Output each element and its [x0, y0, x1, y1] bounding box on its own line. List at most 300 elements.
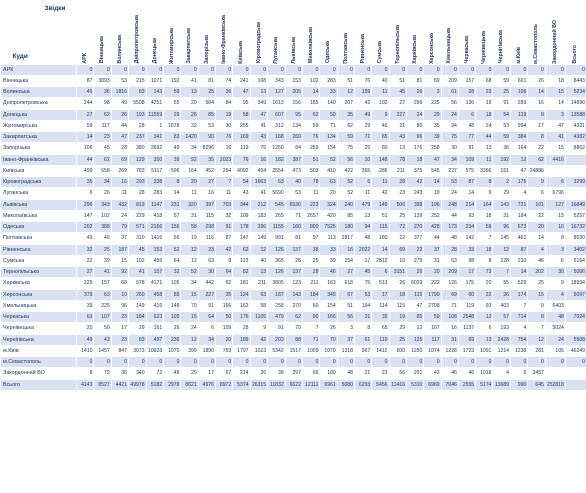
table-cell: 26 — [164, 323, 181, 334]
table-cell: 62 — [285, 312, 302, 323]
table-cell: 379 — [77, 289, 94, 300]
table-cell: 34 — [181, 278, 198, 289]
table-cell: 115 — [372, 222, 389, 233]
table-cell: 33 — [320, 244, 337, 255]
column-header-label: Волинська — [116, 34, 123, 64]
table-cell: 3 — [337, 323, 354, 334]
table-cell: 109 — [215, 323, 232, 334]
table-row — [1, 267, 586, 278]
table-cell: 4251 — [146, 98, 164, 109]
table-cell: 1250 — [407, 345, 424, 356]
table-cell: 85 — [198, 109, 215, 120]
table-row — [1, 345, 586, 356]
table-cell: 157 — [146, 267, 164, 278]
table-cell: 42 — [215, 244, 232, 255]
table-cell: 105 — [164, 312, 181, 323]
table-row — [1, 244, 586, 255]
table-cell: 2022 — [354, 244, 371, 255]
table-cell: 84 — [285, 143, 302, 154]
table-cell: 29 — [493, 188, 511, 199]
table-cell: 49 — [94, 233, 111, 244]
column-header — [545, 0, 565, 64]
table-cell: 87 — [458, 177, 475, 188]
table-cell: 20 — [215, 334, 232, 345]
column-header — [233, 0, 250, 64]
table-cell: 0 — [565, 64, 586, 75]
table-cell: 2512 — [372, 255, 389, 266]
table-cell: 499 — [77, 165, 94, 176]
table-cell: 15 — [545, 143, 565, 154]
table-cell: 3893 — [94, 75, 111, 86]
table-cell: 8 — [476, 177, 493, 188]
table-cell: 0 — [215, 357, 232, 368]
table-cell: 6 — [511, 368, 528, 379]
table-cell: 3805 — [268, 278, 286, 289]
table-cell: 75 — [337, 143, 354, 154]
table-cell: 7 — [528, 323, 546, 334]
table-cell — [565, 379, 586, 390]
table-cell: 283 — [320, 75, 337, 86]
table-cell: 8 — [77, 368, 94, 379]
column-header — [128, 0, 146, 64]
table-cell: 4092 — [233, 165, 250, 176]
table-cell: 174 — [511, 289, 528, 300]
table-cell: 62 — [337, 120, 354, 131]
table-cell: 108 — [250, 75, 268, 86]
table-cell: 1318 — [337, 345, 354, 356]
table-cell: 12 — [476, 312, 493, 323]
table-cell: 6039 — [407, 278, 424, 289]
table-cell: 13 — [476, 143, 493, 154]
table-cell: 5508 — [128, 98, 146, 109]
table-cell: 990 — [511, 379, 528, 390]
table-cell: 14 — [424, 177, 441, 188]
table-cell: 42 — [250, 334, 268, 345]
table-cell: 83 — [128, 87, 146, 98]
table-cell: 192 — [493, 154, 511, 165]
table-cell: 27 — [337, 267, 354, 278]
table-cell: 19 — [389, 312, 407, 323]
table-cell: 18 — [407, 154, 424, 165]
table-cell: 84 — [215, 98, 232, 109]
table-cell: 387 — [285, 154, 302, 165]
table-cell: 428 — [424, 222, 441, 233]
table-cell: 4 — [493, 368, 511, 379]
table-cell: 29 — [354, 120, 371, 131]
table-cell: 46 — [528, 255, 546, 266]
table-cell: 59 — [302, 120, 320, 131]
column-header — [181, 0, 198, 64]
table-cell: 296 — [77, 199, 94, 210]
table-cell: 212 — [250, 199, 268, 210]
row-header: Рівненська — [1, 244, 77, 255]
table-cell: 59 — [493, 75, 511, 86]
table-cell: 76 — [354, 75, 371, 86]
table-cell: 70 — [320, 334, 337, 345]
table-cell: 70 — [181, 300, 198, 311]
table-cell: 163 — [233, 300, 250, 311]
table-cell: 12 — [493, 244, 511, 255]
table-cell: 2554 — [268, 165, 286, 176]
table-cell: 1613 — [268, 98, 286, 109]
table-cell: 126 — [268, 244, 286, 255]
table-cell: 95 — [285, 109, 302, 120]
column-header — [372, 0, 389, 64]
table-cell: 34 — [441, 154, 458, 165]
table-cell: 503 — [302, 165, 320, 176]
table-cell: 618 — [337, 278, 354, 289]
table-cell: 341 — [146, 132, 164, 143]
table-cell: 6530 — [285, 199, 302, 210]
table-cell: 458 — [146, 289, 164, 300]
table-cell: 1412 — [372, 345, 389, 356]
table-cell: 96 — [111, 300, 128, 311]
table-cell: 388 — [94, 222, 111, 233]
table-cell: 19 — [215, 109, 232, 120]
table-cell: 545 — [268, 199, 286, 210]
table-cell: 497 — [146, 334, 164, 345]
table-cell: 7046 — [441, 379, 458, 390]
table-cell: 13 — [181, 87, 198, 98]
table-cell: 16732 — [565, 222, 586, 233]
table-cell: 140 — [320, 98, 337, 109]
column-header — [565, 0, 586, 64]
table-cell: 252818 — [545, 379, 565, 390]
table-cell: 13 — [250, 267, 268, 278]
row-header: Вінницька — [1, 75, 77, 86]
table-cell: 22 — [528, 143, 546, 154]
table-cell: 6 — [528, 188, 546, 199]
table-cell: 62 — [233, 244, 250, 255]
table-cell: 29 — [389, 323, 407, 334]
table-cell: 183 — [250, 210, 268, 221]
table-cell: 16 — [215, 143, 232, 154]
table-cell: 119 — [511, 109, 528, 120]
table-row — [1, 210, 586, 221]
column-header — [441, 0, 458, 64]
table-cell: 37 — [424, 244, 441, 255]
table-cell: 6 — [372, 267, 389, 278]
table-cell: 5342 — [268, 345, 286, 356]
table-cell: 69 — [424, 75, 441, 86]
table-cell: 1009 — [302, 345, 320, 356]
table-cell: 17 — [528, 120, 546, 131]
table-cell: 153 — [285, 75, 302, 86]
table-cell: 473 — [285, 165, 302, 176]
table-cell: 68 — [111, 278, 128, 289]
column-header — [407, 0, 424, 64]
table-cell: 203 — [268, 334, 286, 345]
table-cell: 215 — [128, 75, 146, 86]
table-cell: 0 — [233, 64, 250, 75]
table-cell: 7 — [476, 233, 493, 244]
table-cell: 50 — [320, 109, 337, 120]
table-cell: 338 — [146, 177, 164, 188]
table-cell: 154 — [320, 300, 337, 311]
table-cell: 10928 — [146, 345, 164, 356]
table-cell: 1 — [146, 120, 164, 131]
table-cell: 31 — [424, 255, 441, 266]
table-cell: 229 — [128, 210, 146, 221]
table-cell: 377 — [407, 233, 424, 244]
table-cell: 2692 — [146, 143, 164, 154]
table-cell: 13689 — [493, 379, 511, 390]
table-cell: 754 — [511, 334, 528, 345]
table-cell: 6293 — [354, 379, 371, 390]
table-cell: 442 — [198, 278, 215, 289]
table-cell: 20 — [77, 323, 94, 334]
table-cell: 461 — [511, 233, 528, 244]
table-cell: 800 — [302, 222, 320, 233]
table-cell: 4416 — [545, 154, 565, 165]
table-cell: 410 — [320, 165, 337, 176]
table-cell: 129 — [128, 154, 146, 165]
column-header — [511, 0, 528, 64]
table-cell: 1091 — [476, 345, 493, 356]
table-cell: 31 — [493, 210, 511, 221]
table-cell: 92 — [181, 154, 198, 165]
table-cell: 54 — [233, 177, 250, 188]
table-cell: 8 — [215, 255, 232, 266]
table-cell: 136 — [458, 98, 475, 109]
table-cell: 5006 — [565, 267, 586, 278]
table-cell: 178 — [233, 222, 250, 233]
table-cell: 33 — [458, 244, 475, 255]
table-cell: 25 — [493, 87, 511, 98]
table-cell: 73 — [476, 267, 493, 278]
table-cell: 1420 — [181, 132, 198, 143]
table-cell: 24 — [407, 109, 424, 120]
table-cell: 0 — [320, 64, 337, 75]
table-cell: 35 — [198, 154, 215, 165]
table-cell: 56 — [389, 368, 407, 379]
table-cell: 283 — [146, 188, 164, 199]
table-cell: 365 — [354, 165, 371, 176]
table-cell: 185 — [302, 98, 320, 109]
table-cell: 61 — [441, 87, 458, 98]
table-cell: 39 — [320, 255, 337, 266]
table-cell: 52 — [164, 244, 181, 255]
table-cell: 37 — [337, 334, 354, 345]
table-cell: 0 — [250, 64, 268, 75]
table-cell: 34 — [181, 143, 198, 154]
table-cell: 44 — [441, 210, 458, 221]
table-cell: 102 — [94, 210, 111, 221]
table-cell: 234 — [458, 222, 475, 233]
row-header: Черкаська — [1, 312, 77, 323]
table-cell: 24 — [476, 120, 493, 131]
table-cell: 0 — [545, 357, 565, 368]
table-cell: 79 — [111, 222, 128, 233]
table-cell: 56 — [441, 98, 458, 109]
table-cell: 3 — [545, 109, 565, 120]
table-cell: 258 — [268, 300, 286, 311]
table-cell: 45 — [128, 244, 146, 255]
table-cell: 91 — [268, 323, 286, 334]
table-cell: 5508 — [565, 334, 586, 345]
table-cell: 399 — [181, 345, 198, 356]
table-row — [1, 98, 586, 109]
table-cell: 63 — [250, 289, 268, 300]
table-cell: 28 — [389, 177, 407, 188]
table-row — [1, 233, 586, 244]
table-cell: 12 — [407, 323, 424, 334]
table-cell: 48 — [545, 312, 565, 323]
row-header: Дніпропетровська — [1, 98, 77, 109]
table-cell: 106 — [77, 143, 94, 154]
table-cell: 19 — [476, 98, 493, 109]
table-cell: 43 — [250, 132, 268, 143]
table-cell: 6 — [476, 323, 493, 334]
table-cell: 0 — [268, 357, 286, 368]
table-cell: 81 — [198, 75, 215, 86]
table-cell: 344 — [233, 199, 250, 210]
table-cell — [545, 368, 565, 379]
table-cell: 44 — [77, 154, 94, 165]
table-cell: 16 — [545, 222, 565, 233]
table-cell: 44 — [424, 233, 441, 244]
table-cell: 26 — [389, 278, 407, 289]
row-header: Закарпатська — [1, 132, 77, 143]
table-cell: 196 — [424, 199, 441, 210]
table-cell: 596 — [164, 165, 181, 176]
table-cell: 3299 — [565, 177, 586, 188]
column-header-label: Рівненська — [359, 34, 366, 64]
table-cell: 51 — [337, 75, 354, 86]
table-cell: 8030 — [565, 233, 586, 244]
table-cell: 175 — [458, 278, 475, 289]
column-header-label: Чернівецька — [480, 30, 487, 64]
table-cell: 53 — [198, 120, 215, 131]
table-cell: 47 — [511, 165, 528, 176]
table-cell: 157 — [458, 75, 475, 86]
column-header-label: Дніпропетровська — [133, 15, 140, 64]
table-cell: 32 — [164, 267, 181, 278]
column-header-label: Запорізька — [203, 34, 210, 64]
table-cell: 105 — [164, 278, 181, 289]
table-cell: 20 — [181, 177, 198, 188]
table-cell: 23 — [372, 368, 389, 379]
table-cell: 345 — [320, 289, 337, 300]
table-cell: 11559 — [146, 109, 164, 120]
table-cell: 479 — [268, 312, 286, 323]
table-cell: 6 — [198, 323, 215, 334]
table-cell: 50 — [215, 312, 232, 323]
table-cell: 310 — [128, 233, 146, 244]
table-cell: 126 — [441, 278, 458, 289]
table-cell: 222 — [424, 278, 441, 289]
table-cell: 21 — [389, 120, 407, 131]
table-cell: 403 — [493, 300, 511, 311]
table-cell: 209 — [441, 267, 458, 278]
table-cell: 55 — [164, 98, 181, 109]
table-cell: 14 — [528, 233, 546, 244]
table-cell: 0 — [424, 64, 441, 75]
table-cell: 54 — [493, 109, 511, 120]
table-cell: 4 — [511, 323, 528, 334]
table-cell: 240 — [337, 199, 354, 210]
column-header-label: Київська — [238, 40, 245, 64]
table-cell: 0 — [372, 64, 389, 75]
table-cell: 46 — [77, 87, 94, 98]
table-cell: 10 — [354, 154, 371, 165]
column-header-label: Івано-Франківська — [220, 14, 227, 64]
table-cell: 18 — [389, 289, 407, 300]
column-header — [250, 0, 268, 64]
table-cell: 0 — [354, 64, 371, 75]
table-cell: 6 — [545, 177, 565, 188]
table-cell: 156 — [285, 98, 302, 109]
table-cell: 207 — [337, 98, 354, 109]
table-cell: 148 — [372, 154, 389, 165]
table-cell: 5182 — [146, 379, 164, 390]
table-cell: 3402 — [565, 244, 586, 255]
table-cell: 25 — [528, 278, 546, 289]
table-cell: 1678 — [164, 120, 181, 131]
table-cell: 601 — [511, 75, 528, 86]
table-cell: 81 — [407, 75, 424, 86]
table-cell: 600 — [389, 345, 407, 356]
table-cell: 994 — [511, 120, 528, 131]
table-cell: 52 — [181, 267, 198, 278]
table-cell: 69 — [111, 154, 128, 165]
table-cell: 28 — [111, 143, 128, 154]
table-cell: 404 — [250, 165, 268, 176]
column-header — [146, 0, 164, 64]
table-cell: 51 — [337, 300, 354, 311]
table-cell: 72 — [389, 222, 407, 233]
table-cell: 83 — [164, 132, 181, 143]
column-header-label: Херсонська — [429, 32, 436, 64]
table-cell: 1416 — [146, 233, 164, 244]
table-cell: 91 — [458, 143, 475, 154]
table-cell: 13588 — [565, 109, 586, 120]
table-cell: 24886 — [528, 165, 546, 176]
table-cell: 8527 — [94, 379, 111, 390]
table-cell: 39 — [424, 132, 441, 143]
column-header — [389, 0, 407, 64]
table-cell: 56 — [337, 312, 354, 323]
table-cell: 31 — [441, 334, 458, 345]
table-cell: 31 — [181, 210, 198, 221]
table-cell: 66 — [302, 368, 320, 379]
table-cell: 289 — [511, 98, 528, 109]
table-cell: 1074 — [424, 345, 441, 356]
table-cell: 90 — [302, 312, 320, 323]
table-cell: 115 — [407, 289, 424, 300]
table-cell: 29 — [128, 323, 146, 334]
table-cell: 34 — [94, 177, 111, 188]
table-cell: 18 — [545, 75, 565, 86]
column-header — [268, 0, 286, 64]
table-cell: 94 — [354, 222, 371, 233]
table-cell: 47 — [111, 132, 128, 143]
table-cell: 6403 — [545, 300, 565, 311]
table-cell: 24 — [181, 323, 198, 334]
table-cell: 8 — [528, 312, 546, 323]
table-cell: 6 — [476, 188, 493, 199]
table-cell: 6622 — [285, 379, 302, 390]
table-cell: 1250 — [268, 143, 286, 154]
table-cell: 119 — [458, 300, 475, 311]
table-cell: 48 — [354, 233, 371, 244]
table-cell: 41 — [181, 75, 198, 86]
table-cell: 396 — [250, 222, 268, 233]
table-cell: 24 — [545, 334, 565, 345]
table-cell: 1457 — [94, 345, 111, 356]
row-header: Київська — [1, 165, 77, 176]
table-cell: 16849 — [565, 199, 586, 210]
